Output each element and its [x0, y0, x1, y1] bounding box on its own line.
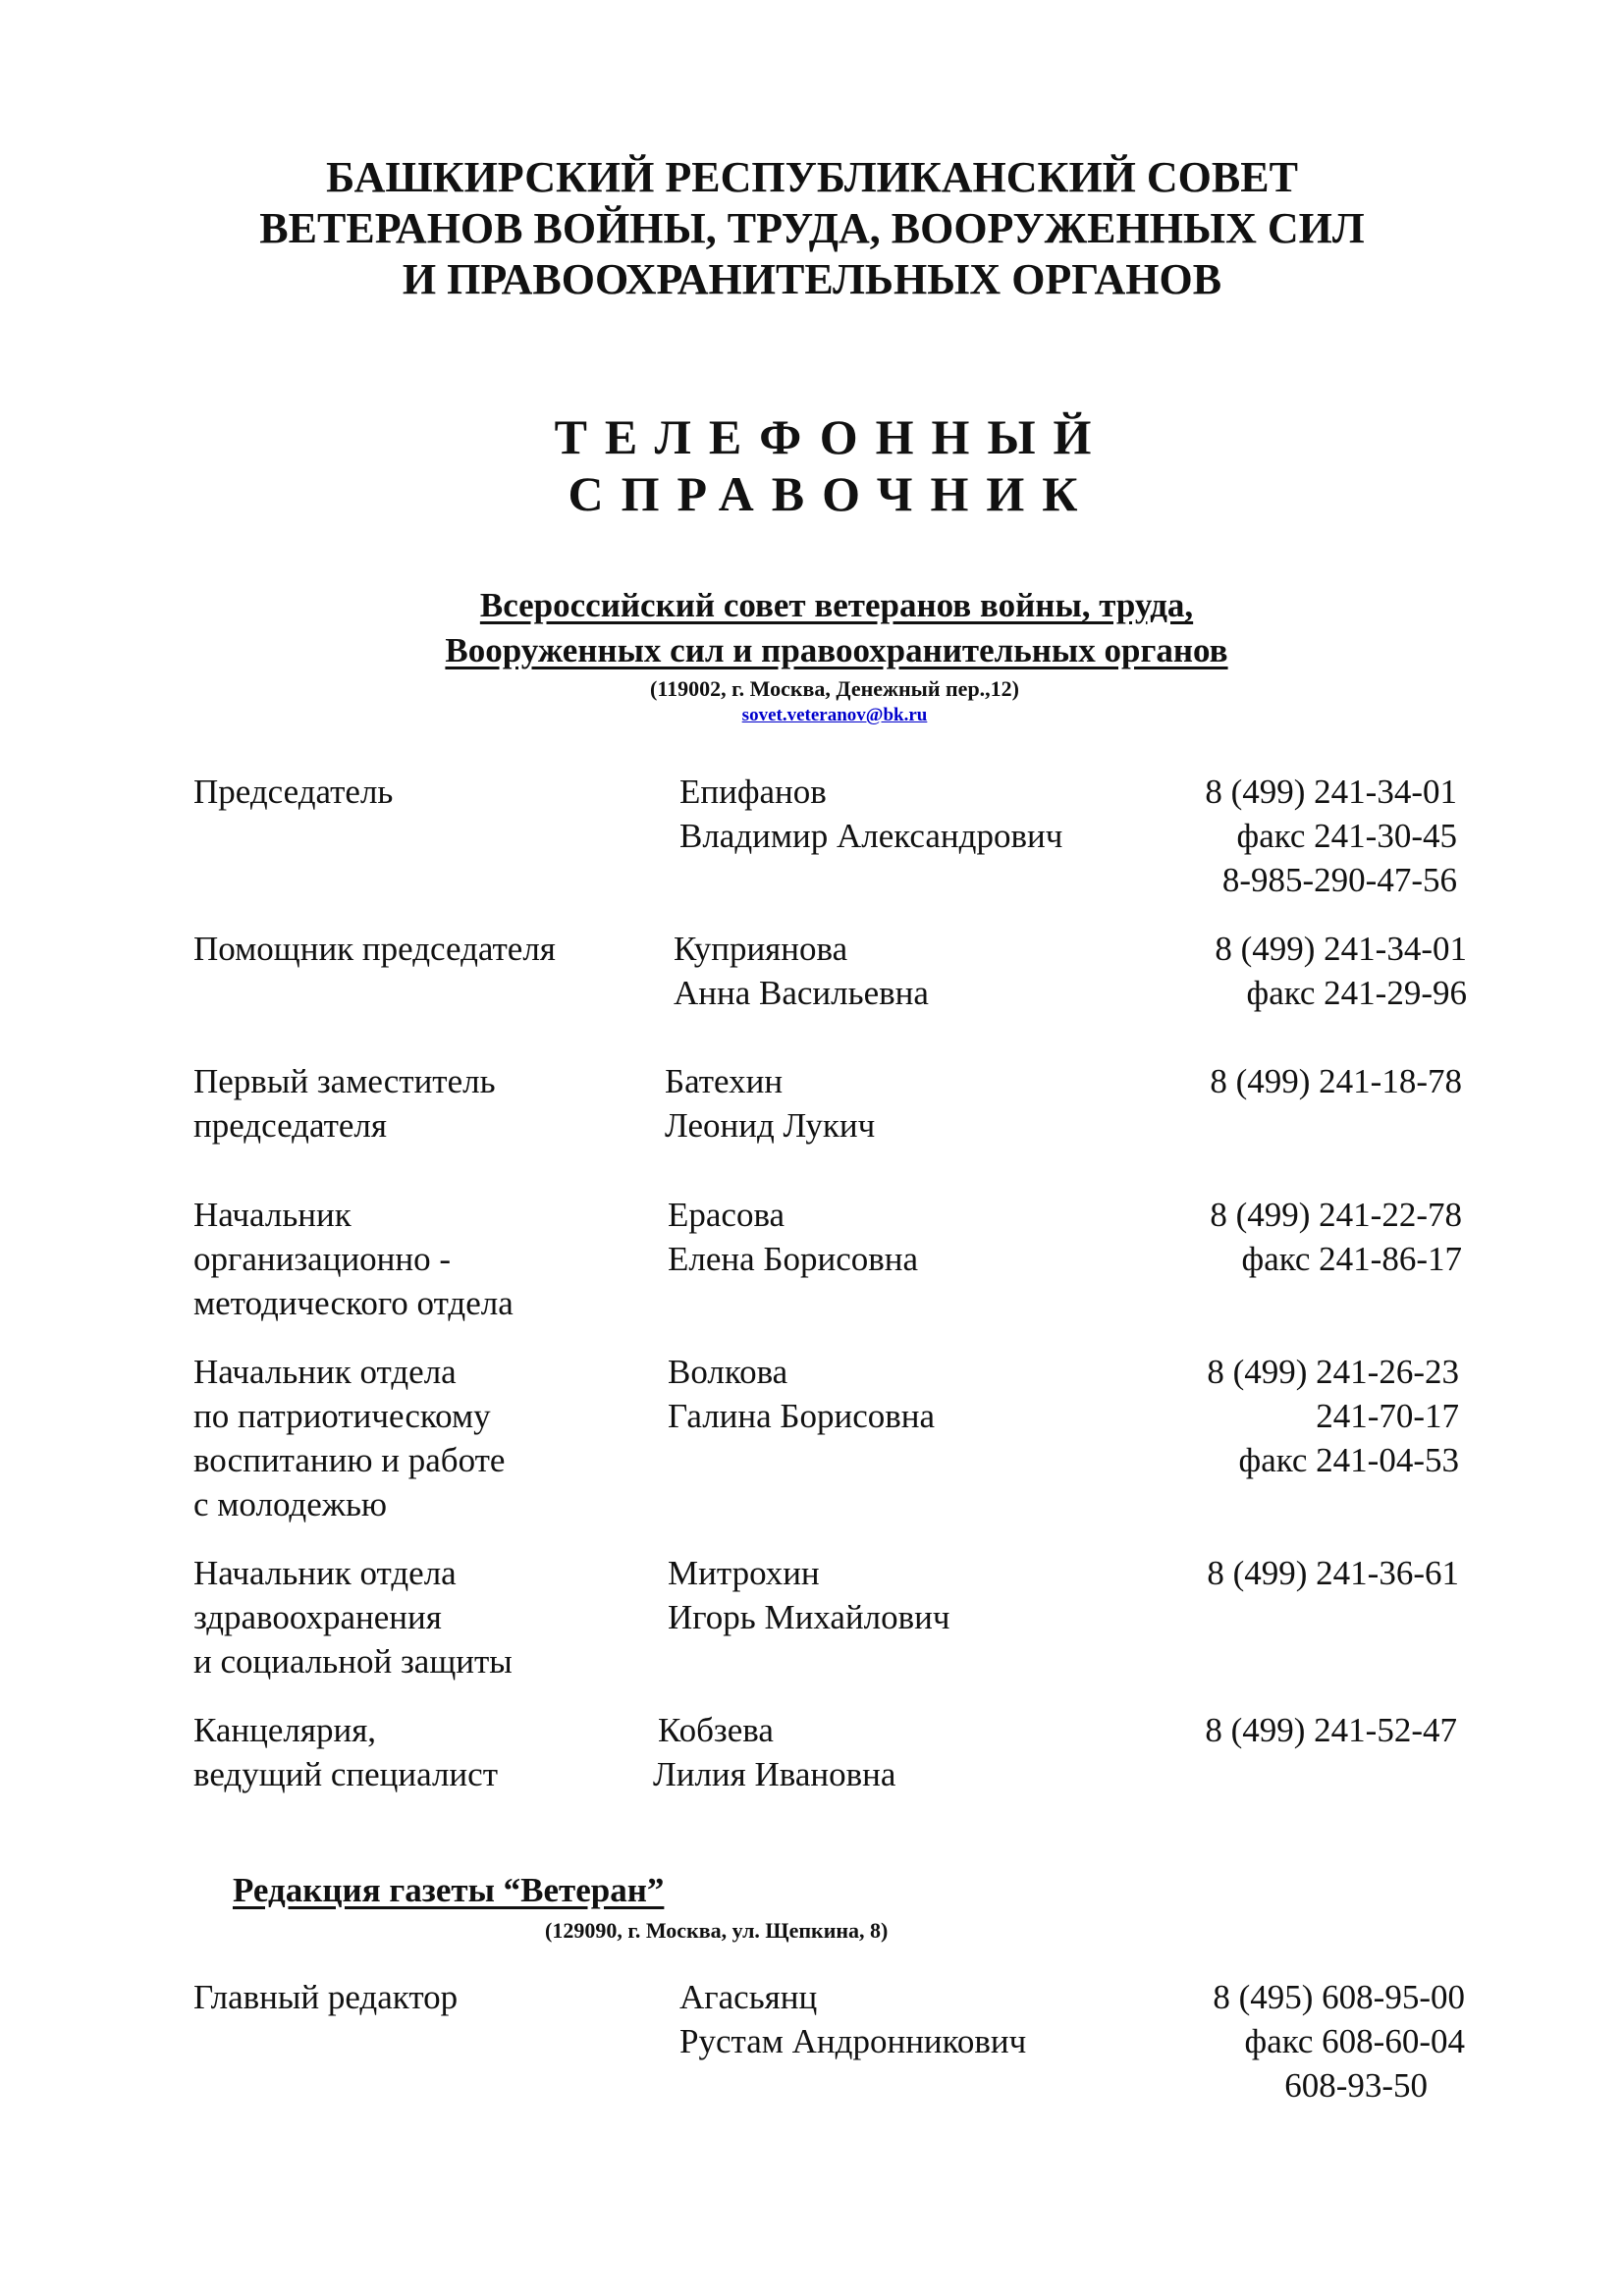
section1-heading-line-2: Вооруженных сил и правоохранительных органов	[445, 631, 1228, 669]
entry-role: Канцелярия, ведущий специалист	[193, 1711, 498, 1793]
entry-role: Первый заместитель председателя	[193, 1062, 496, 1145]
section2-address: (129090, г. Москва, ул. Щепкина, 8)	[545, 1918, 889, 1943]
section1-heading-line-1: Всероссийский совет ветеранов войны, труда,	[479, 586, 1194, 624]
entry-role: Председатель	[193, 773, 394, 811]
entry-name: Епифанов Владимир Александрович	[679, 773, 1063, 855]
entry-phones: 8 (499) 241-22-78 факс 241-86-17	[1210, 1196, 1462, 1278]
entry-role: Начальник отдела здравоохранения и социальной защиты	[193, 1554, 513, 1681]
entry-phones: 8 (499) 241-34-01 факс 241-29-96	[1215, 930, 1467, 1012]
entry-phones: 8 (499) 241-18-78	[1210, 1062, 1462, 1100]
org-name-line-1: БАШКИРСКИЙ РЕСПУБЛИКАНСКИЙ СОВЕТ	[326, 153, 1298, 201]
entry-phones: 8 (495) 608-95-00 факс 608-60-04 608-93-50	[1213, 1978, 1465, 2105]
entry-role: Начальник организационно - методического отдела	[193, 1196, 514, 1322]
entry-name: Куприянова Анна Васильевна	[674, 930, 929, 1012]
section2-heading: Редакция газеты “Ветеран”	[233, 1871, 665, 1909]
entry-name: Волкова Галина Борисовна	[668, 1353, 936, 1435]
entry-role: Начальник отдела по патриотическому воспитанию и работе с молодежью	[193, 1353, 506, 1523]
entry-phones: 8 (499) 241-52-47	[1205, 1711, 1457, 1749]
section1-email-link[interactable]: sovet.veteranov@bk.ru	[741, 705, 928, 725]
entry-role: Главный редактор	[193, 1978, 459, 2016]
entry-name: Агасьянц Рустам Андронникович	[679, 1978, 1027, 2060]
section1-address: (119002, г. Москва, Денежный пер.,12)	[649, 676, 1020, 701]
entry-phones: 8 (499) 241-36-61	[1207, 1554, 1459, 1592]
entry-name: Кобзева Лилия Ивановна	[653, 1711, 896, 1793]
org-name-line-3: И ПРАВООХРАНИТЕЛЬНЫХ ОРГАНОВ	[402, 255, 1222, 303]
entry-role: Помощник председателя	[193, 930, 556, 968]
doc-title-line-1: ТЕЛЕФОННЫЙ	[554, 409, 1110, 464]
entry-phones: 8 (499) 241-34-01 факс 241-30-45 8-985-290-47-56	[1205, 773, 1457, 899]
entry-name: Ерасова Елена Борисовна	[668, 1196, 919, 1278]
entry-name: Батехин Леонид Лукич	[665, 1062, 876, 1145]
org-name-line-2: ВЕТЕРАНОВ ВОЙНЫ, ТРУДА, ВООРУЖЕННЫХ СИЛ	[259, 204, 1365, 252]
entry-phones: 8 (499) 241-26-23 241-70-17 факс 241-04-53	[1207, 1353, 1459, 1479]
entry-name: Митрохин Игорь Михайлович	[668, 1554, 950, 1636]
doc-title-line-2: СПРАВОЧНИК	[568, 466, 1096, 521]
